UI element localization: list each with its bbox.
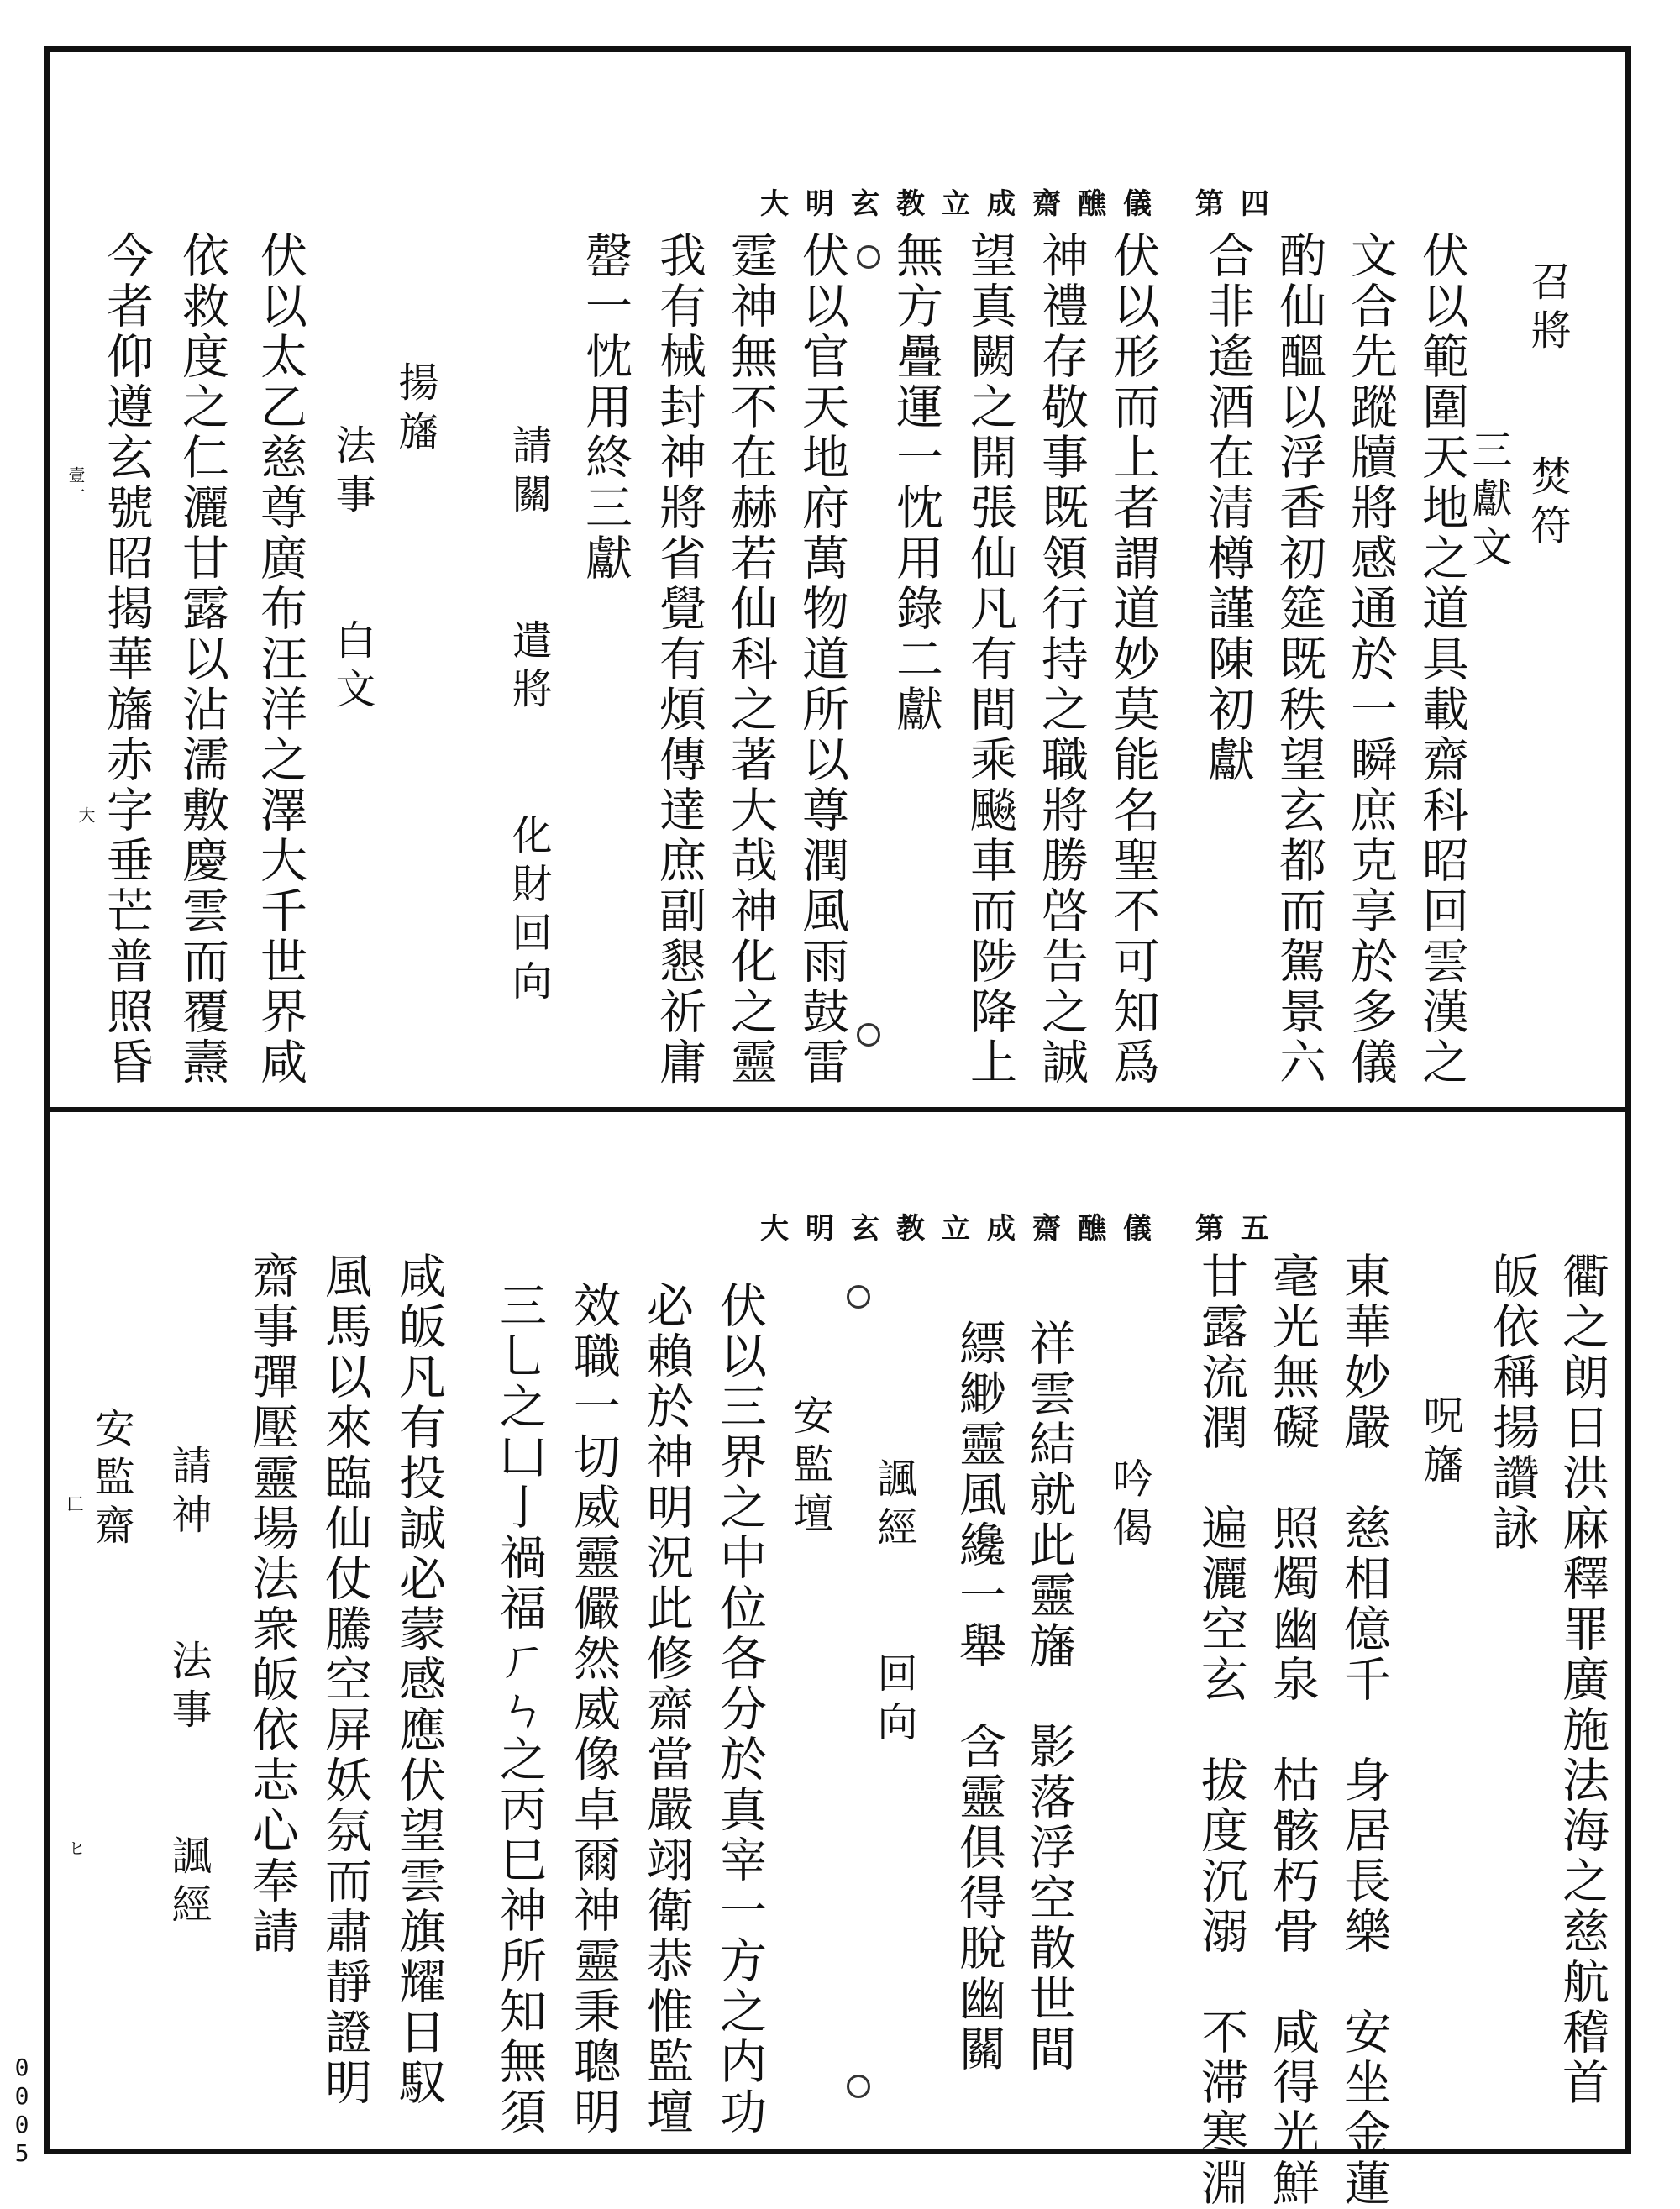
bottom-col-13: 必賴於神明況此修齋當嚴翊衛恭惟監壇: [639, 1281, 694, 2138]
page-number: 0 0 0 5: [14, 2054, 29, 2167]
circle-mark: [847, 1285, 870, 1309]
top-col-20: 今者仰遵玄號昭揭華旛赤字垂芒普照昏: [99, 231, 154, 1088]
bottom-col-20: 安監齋: [87, 1407, 134, 1553]
bottom-col-9: 縹緲靈風纔一舉 含靈俱得脫幽關: [952, 1319, 1006, 2075]
bottom-col-12: 伏以三界之中位各分於真宰一方之内功: [712, 1281, 767, 2138]
bottom-col-4: 東華妙嚴 慈相億千 身居長樂 安坐金蓮: [1336, 1251, 1391, 2209]
top-col-19: 依救度之仁灑甘露以沾濡敷慶雲而覆燾: [175, 231, 229, 1088]
bottom-col-14: 效職一切威靈儼然威像卓爾神靈秉聰明: [566, 1281, 621, 2138]
top-col-6: 合非遙酒在清樽謹陳初獻: [1200, 231, 1255, 785]
top-col-7: 伏以形而上者謂道妙莫能名聖不可知爲: [1105, 231, 1160, 1088]
bottom-margin-mark-1: 匚: [64, 1495, 84, 1512]
top-col-1: 召將 焚符: [1524, 260, 1571, 553]
top-col-11: 伏以官天地府萬物道所以尊潤風雨鼓雷: [795, 231, 849, 1088]
top-col-8: 神禮存敬事既領行持之職將勝啓告之誠: [1034, 231, 1089, 1088]
bottom-col-17: 風馬以來臨仙仗騰空屏妖氛而肅靜證明: [318, 1251, 372, 2108]
bottom-col-15: 三乚之凵亅禍福ㄏㄣ之丙巳神所知無須: [492, 1281, 547, 2138]
circle-mark: [857, 1023, 880, 1047]
bottom-col-1: 衢之朗日洪麻釋罪廣施法海之慈航稽首: [1555, 1251, 1609, 2108]
bottom-col-7: 吟偈: [1105, 1457, 1152, 1555]
top-col-14: 罄一忱用終三獻: [578, 231, 633, 584]
bottom-col-5: 毫光無礙 照燭幽泉 枯骸朽骨 咸得光鮮: [1265, 1251, 1320, 2209]
bottom-col-6: 甘露流潤 遍灑空玄 拔度沉溺 不滞寒淵: [1194, 1251, 1248, 2209]
bottom-col-10: 諷經 回向: [870, 1457, 917, 1750]
top-col-3: 伏以範圍天地之道具載齋科昭回雲漢之: [1415, 231, 1469, 1088]
top-col-4: 文合先蹤牘將感通於一瞬庶克享於多儀: [1343, 231, 1398, 1088]
top-col-15: 請關 遣將 化財回向: [505, 424, 552, 1009]
top-col-12: 霆神無不在赫若仙科之著大哉神化之靈: [723, 231, 778, 1088]
bottom-col-8: 祥雲結就此靈旛 影落浮空散世間: [1021, 1319, 1076, 2075]
top-col-2: 三獻文: [1465, 428, 1512, 575]
bottom-col-3: 呪旛: [1416, 1394, 1463, 1492]
circle-mark: [857, 245, 880, 269]
bottom-col-2: 皈依稱揚讚詠: [1485, 1251, 1540, 1554]
top-col-13: 我有械封神將省覺有煩傳達庶副懇祈庸: [652, 231, 706, 1088]
panel-divider: [44, 1107, 1631, 1112]
top-col-18: 伏以太乙慈尊廣布汪洋之澤大千世界咸: [253, 231, 307, 1088]
top-col-10: 無方疊運一忱用錄二獻: [889, 231, 943, 735]
top-col-16: 揚旛: [391, 361, 438, 459]
bottom-col-18: 齋事彈壓靈場法衆皈依志心奉請: [244, 1251, 299, 1957]
top-margin-mark-1: 壹一: [66, 466, 86, 500]
top-header: 大明玄教立成齋醮儀 第四: [760, 187, 1286, 221]
top-col-17: 法事 白文: [328, 424, 375, 716]
circle-mark: [847, 2075, 870, 2098]
top-margin-mark-2: 大: [76, 806, 96, 823]
top-col-5: 酌仙醞以浮香初筵既秩望玄都而駕景六: [1272, 231, 1326, 1088]
bottom-col-11: 安監壇: [786, 1394, 833, 1540]
bottom-header: 大明玄教立成齋醮儀 第五: [760, 1212, 1286, 1246]
bottom-col-16: 咸皈凡有投誠必蒙感應伏望雲旗耀日馭: [391, 1251, 446, 2108]
bottom-margin-mark-2: ヒ: [66, 1839, 86, 1856]
top-col-9: 望真闕之開張仙凡有間乘飈車而陟降上: [963, 231, 1017, 1088]
bottom-col-19: 請神 法事 諷經: [165, 1445, 212, 1932]
